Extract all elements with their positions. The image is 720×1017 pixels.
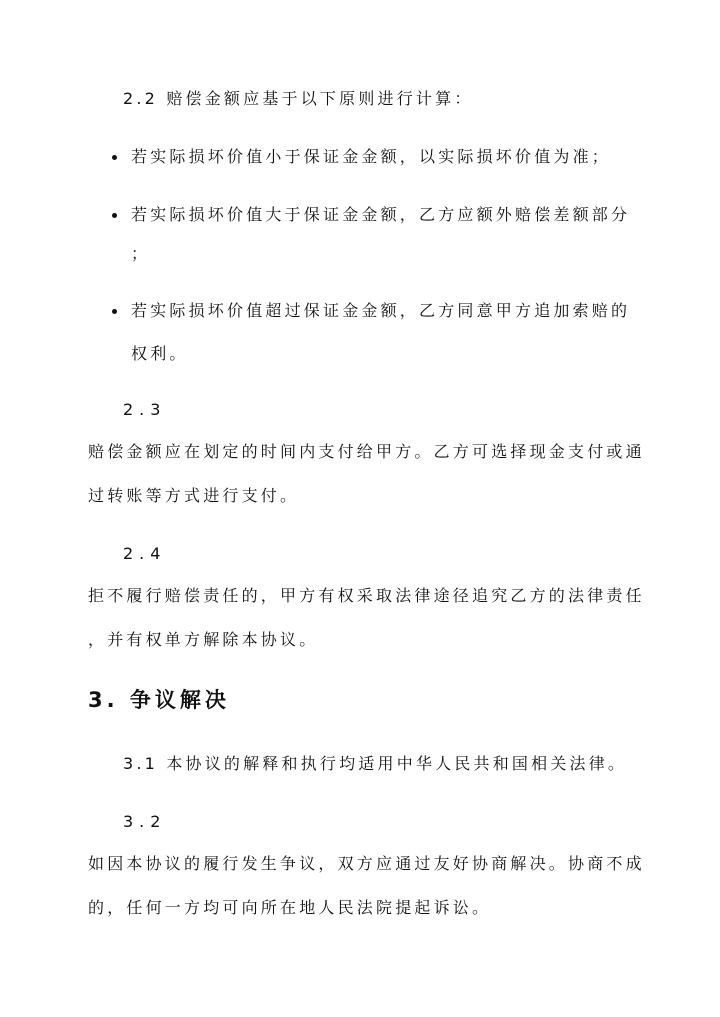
section-3-heading: 3. 争议解决 <box>88 688 230 712</box>
bullet-icon <box>112 309 117 314</box>
clause-2-4-line-1: 拒不履行赔偿责任的，甲方有权采取法律途径追究乙方的法律责任 <box>88 586 645 605</box>
clause-2-3-line-1: 赔偿金额应在划定的时间内支付给甲方。乙方可选择现金支付或通 <box>88 442 645 461</box>
clause-3-2-line-1: 如因本协议的履行发生争议，双方应通过友好协商解决。协商不成 <box>88 854 645 873</box>
bullet-1-line-1: 若实际损坏价值小于保证金金额，以实际损坏价值为准； <box>131 147 612 166</box>
bullet-icon <box>112 213 117 218</box>
clause-3-2-number: 3.2 <box>123 812 167 831</box>
bullet-3-line-1: 若实际损坏价值超过保证金金额，乙方同意甲方追加索赔的 <box>131 301 631 320</box>
clause-2-4-line-2: ，并有权单方解除本协议。 <box>88 630 319 649</box>
clause-2-4-number: 2.4 <box>123 544 167 563</box>
clause-3-2-line-2: 的，任何一方均可向所在地人民法院提起诉讼。 <box>88 898 492 917</box>
clause-2-2-intro: 2.2 赔偿金额应基于以下原则进行计算： <box>123 89 474 108</box>
bullet-2-line-1: 若实际损坏价值大于保证金金额，乙方应额外赔偿差额部分 <box>131 205 631 224</box>
bullet-3-line-2: 权利。 <box>131 344 189 363</box>
bullet-2-line-2: ； <box>131 244 151 263</box>
clause-2-3-line-2: 过转账等方式进行支付。 <box>88 486 300 505</box>
clause-3-1: 3.1 本协议的解释和执行均适用中华人民共和国相关法律。 <box>123 754 628 773</box>
bullet-icon <box>112 155 117 160</box>
clause-2-3-number: 2.3 <box>123 400 167 419</box>
